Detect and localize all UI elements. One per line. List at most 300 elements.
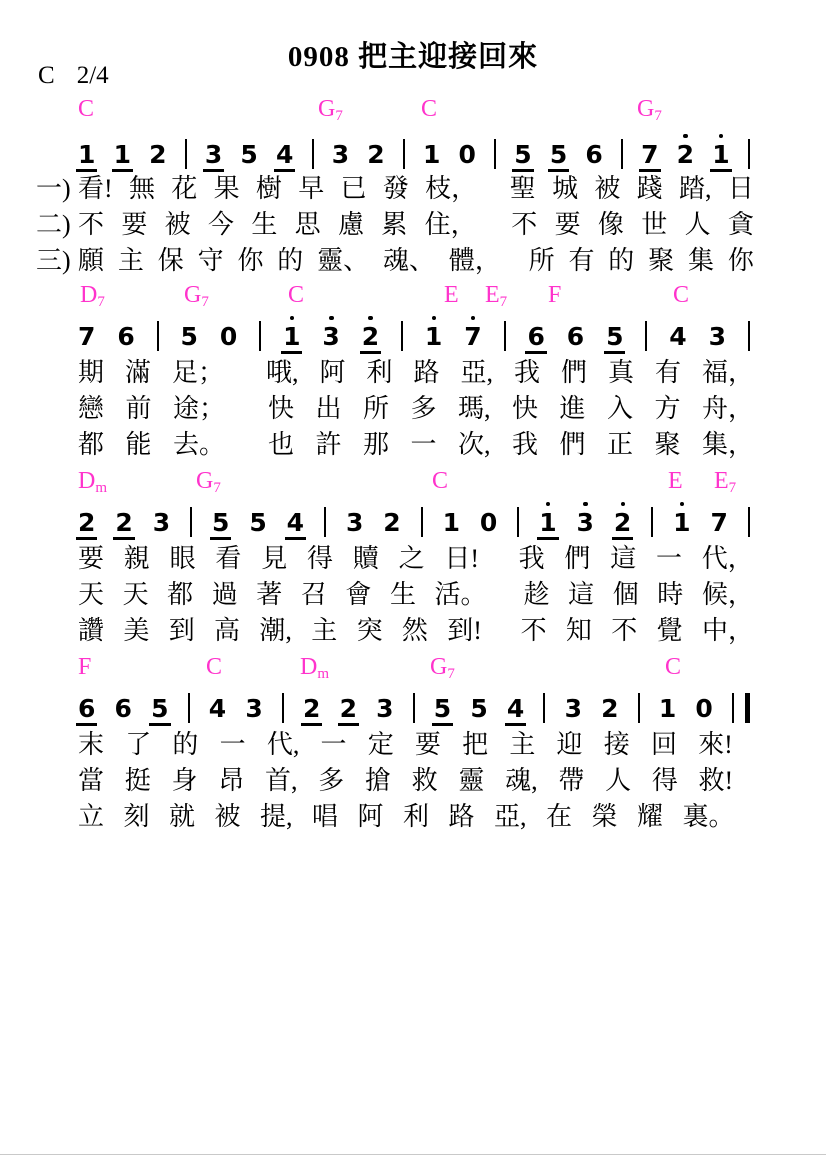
lyric-syllable: 能 <box>125 430 152 459</box>
lyric-syllable: 果 <box>213 174 240 203</box>
lyric-syllable: 利 <box>403 802 430 831</box>
chord-label: $E_7$ <box>485 282 508 310</box>
barline <box>621 139 623 169</box>
lyric-syllable: 主 <box>117 246 144 275</box>
lyric-syllable: 有 <box>568 246 595 275</box>
chord-label: C <box>288 282 305 308</box>
lyric-syllable: 滿 <box>125 358 152 387</box>
lyric-syllable: 眼 <box>169 544 196 573</box>
note-digit: 3 <box>331 139 350 169</box>
note-digit: 2 <box>303 693 321 723</box>
lyric-syllable: 體， <box>448 246 501 275</box>
lyric-syllable: 被 <box>164 210 191 239</box>
chord-label: C <box>665 654 682 680</box>
verse-number-prefix: 三) <box>36 246 71 275</box>
barline <box>401 321 403 351</box>
lyric-syllable: 有 <box>654 358 681 387</box>
lyric-syllable: 城 <box>552 174 579 203</box>
barline <box>645 321 647 351</box>
note-digit: 5 <box>549 139 568 169</box>
chord-label: $D_m$ <box>78 468 108 496</box>
lyric-syllable: 踏, <box>679 174 712 203</box>
lyric-syllable: 到 <box>168 616 195 645</box>
chord-label: C <box>432 468 449 494</box>
lyric-syllable: 搶 <box>364 766 391 795</box>
lyric-syllable: 慮 <box>337 210 364 239</box>
lyric-syllable: 生 <box>251 210 278 239</box>
lyric-syllable: 在 <box>546 802 573 831</box>
lyric-syllable: 踐 <box>636 174 663 203</box>
note-digit: 5 <box>240 139 258 169</box>
barline <box>504 321 506 351</box>
lyric-syllable: 路 <box>448 802 475 831</box>
barline <box>188 693 190 723</box>
lyric-syllable: 利 <box>366 358 393 387</box>
lyric-syllable: 快 <box>511 394 538 423</box>
note-digit: 0 <box>695 693 713 723</box>
lyric-syllable: 迎 <box>556 730 583 759</box>
lyric-syllable: 榮 <box>591 802 618 831</box>
note-digit: 5 <box>211 507 230 537</box>
chord-label: $D_7$ <box>80 282 105 310</box>
lyric-syllable: 路 <box>413 358 440 387</box>
lyric-syllable: 日 <box>727 174 754 203</box>
lyric-syllable: 刻 <box>123 802 150 831</box>
lyric-syllable: 贖 <box>352 544 379 573</box>
note-digit: 3 <box>152 507 171 537</box>
note-digit: 5 <box>470 693 488 723</box>
note-digit: 3 <box>564 693 582 723</box>
barline <box>543 693 545 723</box>
lyric-syllable: 看! <box>78 174 113 203</box>
lyric-syllable: 不 <box>78 210 105 239</box>
note-digit: 7 <box>710 507 728 537</box>
barline <box>324 507 326 537</box>
note-digit: 1 <box>673 507 691 537</box>
lyric-syllable: 貪 <box>727 210 754 239</box>
note-digit: 2 <box>601 693 619 723</box>
chord-label: E <box>444 282 459 308</box>
note-digit: 4 <box>669 321 687 351</box>
lyric-syllable: 方 <box>654 394 681 423</box>
lyric-syllable: 集， <box>701 430 754 459</box>
lyric-line <box>78 616 754 646</box>
note-digit: 1 <box>78 139 96 169</box>
lyric-syllable: 不 <box>511 210 538 239</box>
lyric-syllable: 看 <box>215 544 242 573</box>
barline <box>517 507 519 537</box>
lyric-syllable: 代, <box>266 730 300 759</box>
lyric-syllable: 聚 <box>654 430 681 459</box>
lyric-syllable: 的 <box>277 246 304 275</box>
lyric-syllable: 聖 <box>509 174 536 203</box>
lyric-syllable: 接 <box>603 730 630 759</box>
verse-number-prefix: 一) <box>36 174 71 203</box>
chord-label: E <box>668 468 683 494</box>
lyric-syllable: 哦, <box>265 358 299 387</box>
lyric-syllable: 主 <box>509 730 536 759</box>
lyric-syllable: 花 <box>171 174 198 203</box>
lyric-syllable: 魂、 <box>383 246 436 275</box>
lyric-syllable: 時 <box>657 580 684 609</box>
note-digit: 5 <box>433 693 452 723</box>
chord-label: $G_7$ <box>637 96 662 124</box>
lyric-syllable: 保 <box>157 246 184 275</box>
lyric-syllable: 多 <box>318 766 345 795</box>
lyric-line <box>78 394 754 424</box>
barline <box>421 507 423 537</box>
lyric-syllable: 活。 <box>434 580 487 609</box>
note-digit: 2 <box>613 507 632 537</box>
note-digit: 6 <box>117 321 135 351</box>
barline <box>638 693 640 723</box>
note-digit: 2 <box>383 507 401 537</box>
lyric-syllable: 無 <box>128 174 155 203</box>
lyric-line <box>78 766 754 796</box>
lyric-syllable: 也 <box>267 430 294 459</box>
chord-label: $G_7$ <box>430 654 455 682</box>
lyric-syllable: 生 <box>389 580 416 609</box>
barline <box>403 139 405 169</box>
lyric-syllable: 你 <box>237 246 264 275</box>
lyric-syllable: 立 <box>78 802 105 831</box>
note-digit: 1 <box>422 139 441 169</box>
lyric-syllable: 多 <box>410 394 437 423</box>
lyric-syllable: 阿 <box>357 802 384 831</box>
lyric-syllable: 魂, <box>505 766 538 795</box>
chord-subscript: m <box>95 480 108 496</box>
lyric-syllable: 候， <box>701 580 754 609</box>
barline <box>748 507 750 537</box>
chord-label: C <box>673 282 690 308</box>
lyric-syllable: 今 <box>207 210 234 239</box>
barline <box>282 693 284 723</box>
lyric-syllable: 救 <box>411 766 438 795</box>
lyric-syllable: 我 <box>513 358 540 387</box>
lyric-syllable: 讚 <box>78 616 105 645</box>
barline <box>185 139 187 169</box>
lyric-syllable: 一 <box>656 544 683 573</box>
lyric-syllable: 見 <box>261 544 288 573</box>
lyric-syllable: 一 <box>410 430 437 459</box>
lyric-syllable: 瑪, <box>457 394 491 423</box>
lyric-syllable: 到! <box>447 616 482 645</box>
verse-number-prefix: 二) <box>36 210 71 239</box>
lyric-syllable: 要 <box>414 730 441 759</box>
note-digit: 2 <box>339 693 357 723</box>
lyric-syllable: 被 <box>214 802 241 831</box>
note-digit: 5 <box>151 693 169 723</box>
lyric-syllable: 末 <box>78 730 105 759</box>
note-digit: 3 <box>204 139 223 169</box>
lyric-syllable: 不 <box>611 616 638 645</box>
lyric-syllable: 這 <box>568 580 595 609</box>
note-digit: 2 <box>676 139 695 169</box>
lyric-line <box>78 210 754 240</box>
lyric-syllable: 途； <box>173 394 226 423</box>
lyric-syllable: 來! <box>698 730 733 759</box>
lyric-syllable: 舟， <box>701 394 754 423</box>
note-digit: 2 <box>78 507 96 537</box>
lyric-syllable: 世 <box>641 210 668 239</box>
chord-subscript: 7 <box>201 294 209 310</box>
lyric-line <box>78 730 754 760</box>
barline <box>748 139 750 169</box>
lyric-syllable: 的 <box>608 246 635 275</box>
lyric-syllable: 都 <box>167 580 194 609</box>
lyric-syllable: 願 <box>78 246 105 275</box>
lyric-syllable: 得 <box>651 766 678 795</box>
lyric-syllable: 你 <box>727 246 754 275</box>
note-digit: 0 <box>458 139 476 169</box>
chord-label: F <box>548 282 562 308</box>
note-digit: 1 <box>424 321 443 351</box>
lyric-syllable: 所 <box>362 394 389 423</box>
lyric-syllable: 代， <box>701 544 754 573</box>
lyric-syllable: 得 <box>306 544 333 573</box>
key-signature <box>38 62 109 90</box>
note-digit: 1 <box>113 139 131 169</box>
lyric-syllable: 真 <box>607 358 634 387</box>
lyric-syllable: 突 <box>356 616 383 645</box>
notation-line <box>78 690 750 726</box>
lyric-syllable: 像 <box>597 210 624 239</box>
lyric-syllable: 高 <box>214 616 241 645</box>
lyric-syllable: 知 <box>565 616 592 645</box>
note-digit: 6 <box>585 139 603 169</box>
note-digit: 5 <box>514 139 532 169</box>
chord-subscript: m <box>317 666 330 682</box>
lyric-syllable: 守 <box>197 246 224 275</box>
lyric-syllable: 聚 <box>648 246 675 275</box>
chord-subscript: 7 <box>335 108 343 124</box>
lyric-syllable: 們 <box>564 544 591 573</box>
lyric-syllable: 前 <box>125 394 152 423</box>
lyric-syllable: 住， <box>424 210 477 239</box>
note-digit: 6 <box>566 321 585 351</box>
note-digit: 5 <box>180 321 198 351</box>
note-digit: 3 <box>576 507 594 537</box>
lyric-syllable: 身 <box>171 766 198 795</box>
lyric-syllable: 人 <box>684 210 711 239</box>
lyric-syllable: 之 <box>398 544 425 573</box>
note-digit: 4 <box>286 507 305 537</box>
lyric-syllable: 主 <box>311 616 338 645</box>
chord-subscript: 7 <box>447 666 455 682</box>
lyric-syllable: 戀 <box>78 394 105 423</box>
lyric-syllable: 正 <box>606 430 633 459</box>
lyric-syllable: 首, <box>264 766 298 795</box>
lyric-syllable: 已 <box>340 174 367 203</box>
note-digit: 7 <box>464 321 482 351</box>
barline <box>651 507 653 537</box>
note-digit: 0 <box>219 321 238 351</box>
note-digit: 1 <box>658 693 677 723</box>
notation-line <box>78 136 750 172</box>
note-digit: 5 <box>606 321 624 351</box>
lyric-syllable: 覺 <box>656 616 683 645</box>
note-digit: 0 <box>479 507 498 537</box>
lyric-syllable: 靈、 <box>317 246 370 275</box>
lyric-syllable: 人 <box>605 766 632 795</box>
lyric-syllable: 唱 <box>312 802 339 831</box>
page-bottom-rule <box>0 1154 826 1155</box>
lyric-syllable: 把 <box>462 730 489 759</box>
note-digit: 2 <box>367 139 385 169</box>
chord-label: $D_m$ <box>300 654 330 682</box>
lyric-line <box>78 174 754 204</box>
lyric-syllable: 福， <box>701 358 754 387</box>
lyric-syllable: 許 <box>315 430 342 459</box>
lyric-line <box>78 802 754 832</box>
chord-label: C <box>421 96 438 122</box>
note-digit: 3 <box>245 693 263 723</box>
note-digit: 3 <box>322 321 340 351</box>
lyric-syllable: 快 <box>267 394 294 423</box>
chord-subscript: 7 <box>499 294 508 310</box>
lyric-syllable: 然 <box>401 616 428 645</box>
lyric-syllable: 天 <box>78 580 105 609</box>
lyric-syllable: 過 <box>211 580 238 609</box>
barline <box>494 139 496 169</box>
note-digit: 4 <box>208 693 227 723</box>
lyric-syllable: 著 <box>256 580 283 609</box>
chord-label: $E_7$ <box>714 468 737 496</box>
lyric-syllable: 天 <box>122 580 149 609</box>
barline <box>157 321 159 351</box>
note-digit: 6 <box>114 693 132 723</box>
note-digit: 1 <box>283 321 301 351</box>
lyric-syllable: 耀 <box>637 802 664 831</box>
lyric-line <box>78 358 754 388</box>
lyric-syllable: 趁 <box>523 580 550 609</box>
key-letter: C <box>38 62 55 89</box>
lyric-syllable: 要 <box>78 544 105 573</box>
note-digit: 3 <box>345 507 364 537</box>
notation-line <box>78 318 750 354</box>
barline <box>413 693 415 723</box>
lyric-syllable: 亞, <box>494 802 527 831</box>
chord-label: C <box>78 96 95 122</box>
lyric-syllable: 裏。 <box>682 802 735 831</box>
note-digit: 6 <box>78 693 96 723</box>
note-digit: 6 <box>527 321 545 351</box>
note-digit: 3 <box>708 321 726 351</box>
lyric-syllable: 集 <box>688 246 715 275</box>
lyric-syllable: 就 <box>169 802 196 831</box>
lyric-syllable: 要 <box>121 210 148 239</box>
lyric-syllable: 不 <box>520 616 547 645</box>
lyric-syllable: 個 <box>612 580 639 609</box>
lyric-syllable: 入 <box>606 394 633 423</box>
lyric-syllable: 提, <box>260 802 293 831</box>
lyric-syllable: 潮, <box>259 616 292 645</box>
lyric-syllable: 阿 <box>319 358 346 387</box>
lyric-syllable: 日! <box>444 544 480 573</box>
lyric-syllable: 亞, <box>460 358 493 387</box>
lyric-syllable: 早 <box>298 174 325 203</box>
lyric-line <box>78 246 754 276</box>
lyric-syllable: 了 <box>125 730 152 759</box>
note-digit: 4 <box>506 693 525 723</box>
lyric-syllable: 的 <box>172 730 199 759</box>
lyric-syllable: 我 <box>511 430 538 459</box>
note-digit: 7 <box>641 139 659 169</box>
lyric-syllable: 期 <box>78 358 105 387</box>
note-digit: 7 <box>78 321 96 351</box>
lyric-syllable: 被 <box>594 174 621 203</box>
lyric-syllable: 們 <box>559 430 586 459</box>
lyric-syllable: 去。 <box>173 430 226 459</box>
chord-label: $G_7$ <box>196 468 221 496</box>
lyric-syllable: 足； <box>172 358 225 387</box>
lyric-syllable: 回 <box>650 730 677 759</box>
lyric-syllable: 這 <box>610 544 637 573</box>
lyric-syllable: 一 <box>219 730 246 759</box>
lyric-syllable: 思 <box>294 210 321 239</box>
lyric-syllable: 美 <box>123 616 150 645</box>
chord-label: $G_7$ <box>318 96 343 124</box>
lyric-line <box>78 430 754 460</box>
lyric-syllable: 帶 <box>558 766 585 795</box>
lyric-syllable: 當 <box>78 766 105 795</box>
barline <box>259 321 261 351</box>
lyric-syllable: 一 <box>320 730 347 759</box>
lyric-syllable: 出 <box>315 394 342 423</box>
lyric-syllable: 會 <box>345 580 372 609</box>
lyric-syllable: 們 <box>560 358 587 387</box>
lyric-syllable: 次, <box>457 430 491 459</box>
chord-label: C <box>206 654 223 680</box>
note-digit: 1 <box>539 507 557 537</box>
notation-line <box>78 504 750 540</box>
note-digit: 2 <box>115 507 133 537</box>
chord-subscript: 7 <box>213 480 221 496</box>
chord-subscript: 7 <box>728 480 737 496</box>
chord-label: F <box>78 654 92 680</box>
final-barline <box>732 693 750 723</box>
chord-subscript: 7 <box>97 294 105 310</box>
lyric-line <box>78 544 754 574</box>
lyric-syllable: 發 <box>382 174 409 203</box>
lyric-syllable: 我 <box>518 544 545 573</box>
barline <box>190 507 192 537</box>
lyric-syllable: 進 <box>559 394 586 423</box>
lyric-syllable: 靈 <box>458 766 485 795</box>
chord-subscript: 7 <box>654 108 662 124</box>
lyric-syllable: 挺 <box>124 766 151 795</box>
lyric-syllable: 親 <box>123 544 150 573</box>
page-title: 0908 把主迎接回來 <box>287 41 539 73</box>
note-digit: 2 <box>149 139 167 169</box>
note-digit: 1 <box>442 507 460 537</box>
lyric-syllable: 累 <box>381 210 408 239</box>
lyric-syllable: 樹 <box>255 174 282 203</box>
lyric-syllable: 救! <box>698 766 734 795</box>
lyric-syllable: 定 <box>367 730 394 759</box>
lyric-syllable: 中， <box>701 616 754 645</box>
lyric-syllable: 都 <box>78 430 105 459</box>
note-digit: 4 <box>275 139 294 169</box>
lyric-line <box>78 580 754 610</box>
lyric-syllable: 要 <box>554 210 581 239</box>
lyric-syllable: 昂 <box>218 766 245 795</box>
lyric-syllable: 那 <box>362 430 389 459</box>
lyric-syllable: 枝， <box>425 174 478 203</box>
chord-label: $G_7$ <box>184 282 209 310</box>
note-digit: 3 <box>376 693 394 723</box>
time-signature: 2/4 <box>76 62 109 89</box>
